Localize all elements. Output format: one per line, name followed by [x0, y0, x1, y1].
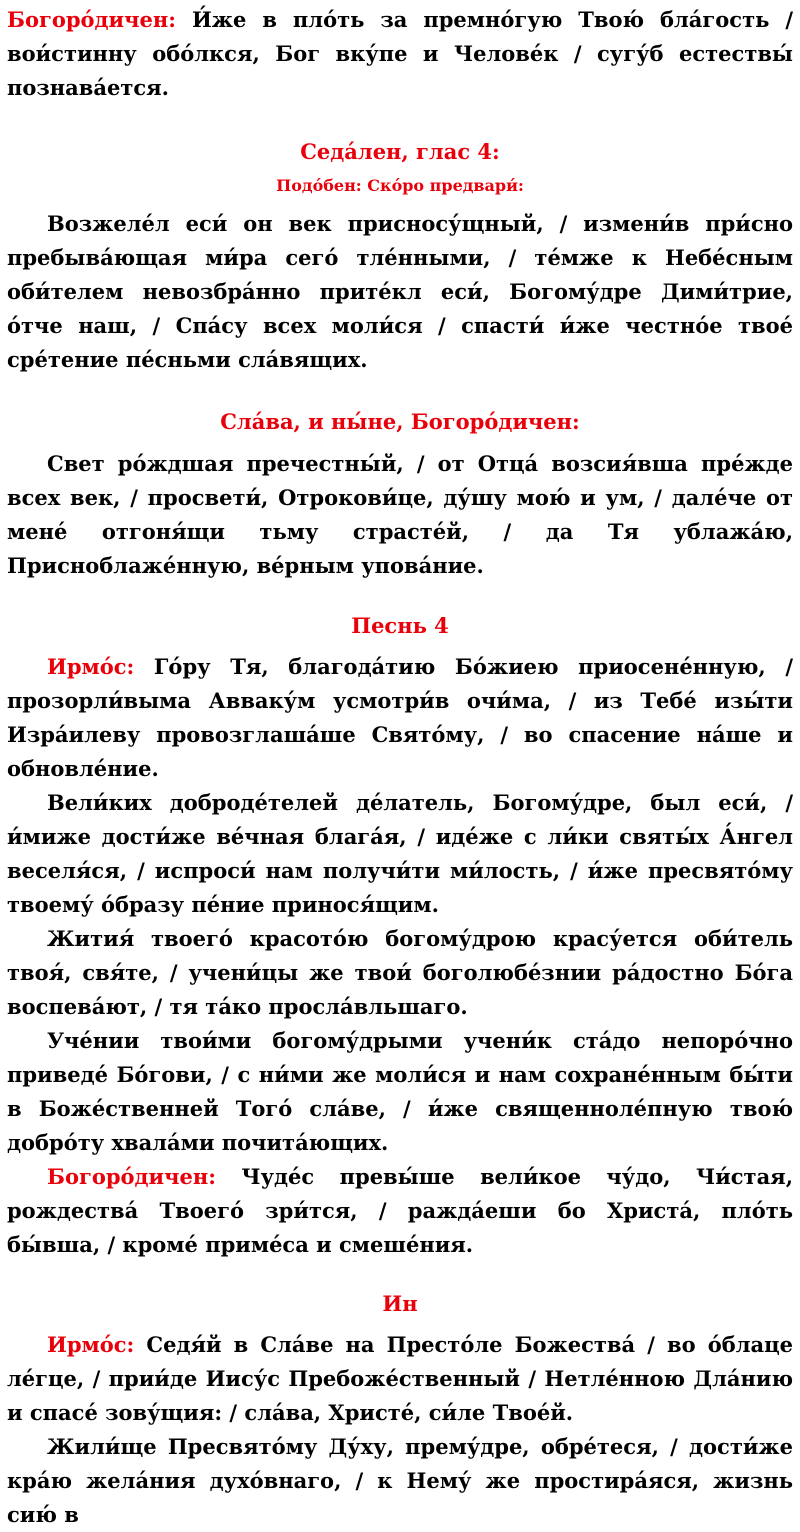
irmos-label: Ирмо́с: [47, 1332, 135, 1357]
sedalen-podoben: Подо́бен: Ско́ро предвари́: [276, 176, 524, 195]
pesn-4-bogorodichen [7, 1160, 793, 1262]
in-body [0, 1328, 800, 1532]
pesn-4-irmos [7, 650, 793, 786]
in-tropar-1: Жили́ще Пресвято́му Ду́ху, прему́дре, обре́теся, / дости́же кра́ю жела́ния духо́внаго, / к Нему́ же простира́яся, жизнь сию́ в [7, 1434, 793, 1527]
pesn-4-tropar-2: Жития́ твоего́ красото́ю богому́дрою красу́ется оби́тель твоя́, свя́те, / учени́цы же твои́ боголюбе́знии ра́достно Бо́га воспева́ют, / тя та́ко просла́вльшаго. [7, 926, 793, 1019]
bogorodichen-label: Богоро́дичен: [47, 1164, 216, 1189]
pesn-4-heading: Песнь 4 [351, 613, 449, 638]
slava-text: Свет ро́ждшая пречестны́й, / от Отца́ возсия́вша пре́жде всех век, / просвети́, Отрокови́це, ду́шу мою́ и ум, / дале́че от мене́ отгоня́щи тьму страсте́й, / да Тя ублажа́ю, Присноблаже́нную, ве́рным упова́ние. [7, 451, 793, 578]
in-heading: Ин [382, 1291, 418, 1316]
irmos-text: Го́ру Тя, благода́тию Бо́жиею приосене́нную, / прозорли́выма Авваку́м усмотри́в очи́ма, / из Тебе́ изы́ти Изра́илеву провозглаша́ше Свято́му, / во спасение на́ше и обновле́ние. [7, 654, 793, 781]
bogorodichen-text: Чуде́с превы́ше вели́кое чу́до, Чи́стая, рождества́ Твоего́ зри́тся, / ражда́еши бо Христа́, пло́ть бы́вша, / кроме́ приме́са и смеше́ния. [7, 1164, 793, 1257]
pesn-4-tropar-1: Вели́ких доброде́телей де́латель, Богому́дре, был еси́, / и́миже дости́же ве́чная блага́я, / иде́же с ли́ки святы́х А́нгел веселя́ся, / испроси́ нам получи́ти ми́лость, / и́же пресвято́му твоему́ о́бразу пе́ние принося́щим. [7, 790, 793, 917]
sedalen-text: Возжеле́л еси́ он век присносу́щный, / измени́в при́сно пребыва́ющая ми́ра сего́ тле́нными, / те́мже к Небе́сным оби́телем невозбра́нно прите́кл еси́, Богому́дре Дими́трие, о́тче наш, / Спа́су всех моли́ся / спасти́ и́же честно́е твое́ сре́тение пе́сньми сла́вящих. [7, 211, 793, 372]
in-irmos [7, 1328, 793, 1430]
sedalen-heading: Седа́лен, глас 4: [300, 139, 500, 164]
pesn-4-tropar-3: Уче́нии твои́ми богому́дрыми учени́к ста́до непоро́чно приведе́ Бо́гови, / с ни́ми же моли́ся и нам сохране́нным бы́ти в Боже́ственней Того́ сла́ве, / и́же священноле́пную твою́ добро́ту хвала́ми почита́ющих. [7, 1028, 793, 1155]
slava-heading: Сла́ва, и ны́не, Богоро́дичен: [220, 409, 580, 434]
bogorodichen-text: И́же в пло́ть за премно́гую Твою́ бла́гость / вои́стинну обо́лкся, Бог вку́пе и Челове́к / сугу́б естествы́ познава́ется. [7, 7, 793, 100]
bogorodichen-paragraph [7, 3, 793, 105]
pesn-4-body [0, 650, 800, 1262]
bogorodichen-label: Богоро́дичен: [7, 7, 176, 32]
irmos-label: Ирмо́с: [47, 654, 135, 679]
irmos-text: Седя́й в Сла́ве на Престо́ле Божества́ / во о́блаце ле́гце, / прии́де Иису́с Пребоже́ственный / Нетле́нною Дла́нию и спасе́ зову́щия: / сла́ва, Христе́, си́ле Твое́й. [7, 1332, 793, 1425]
